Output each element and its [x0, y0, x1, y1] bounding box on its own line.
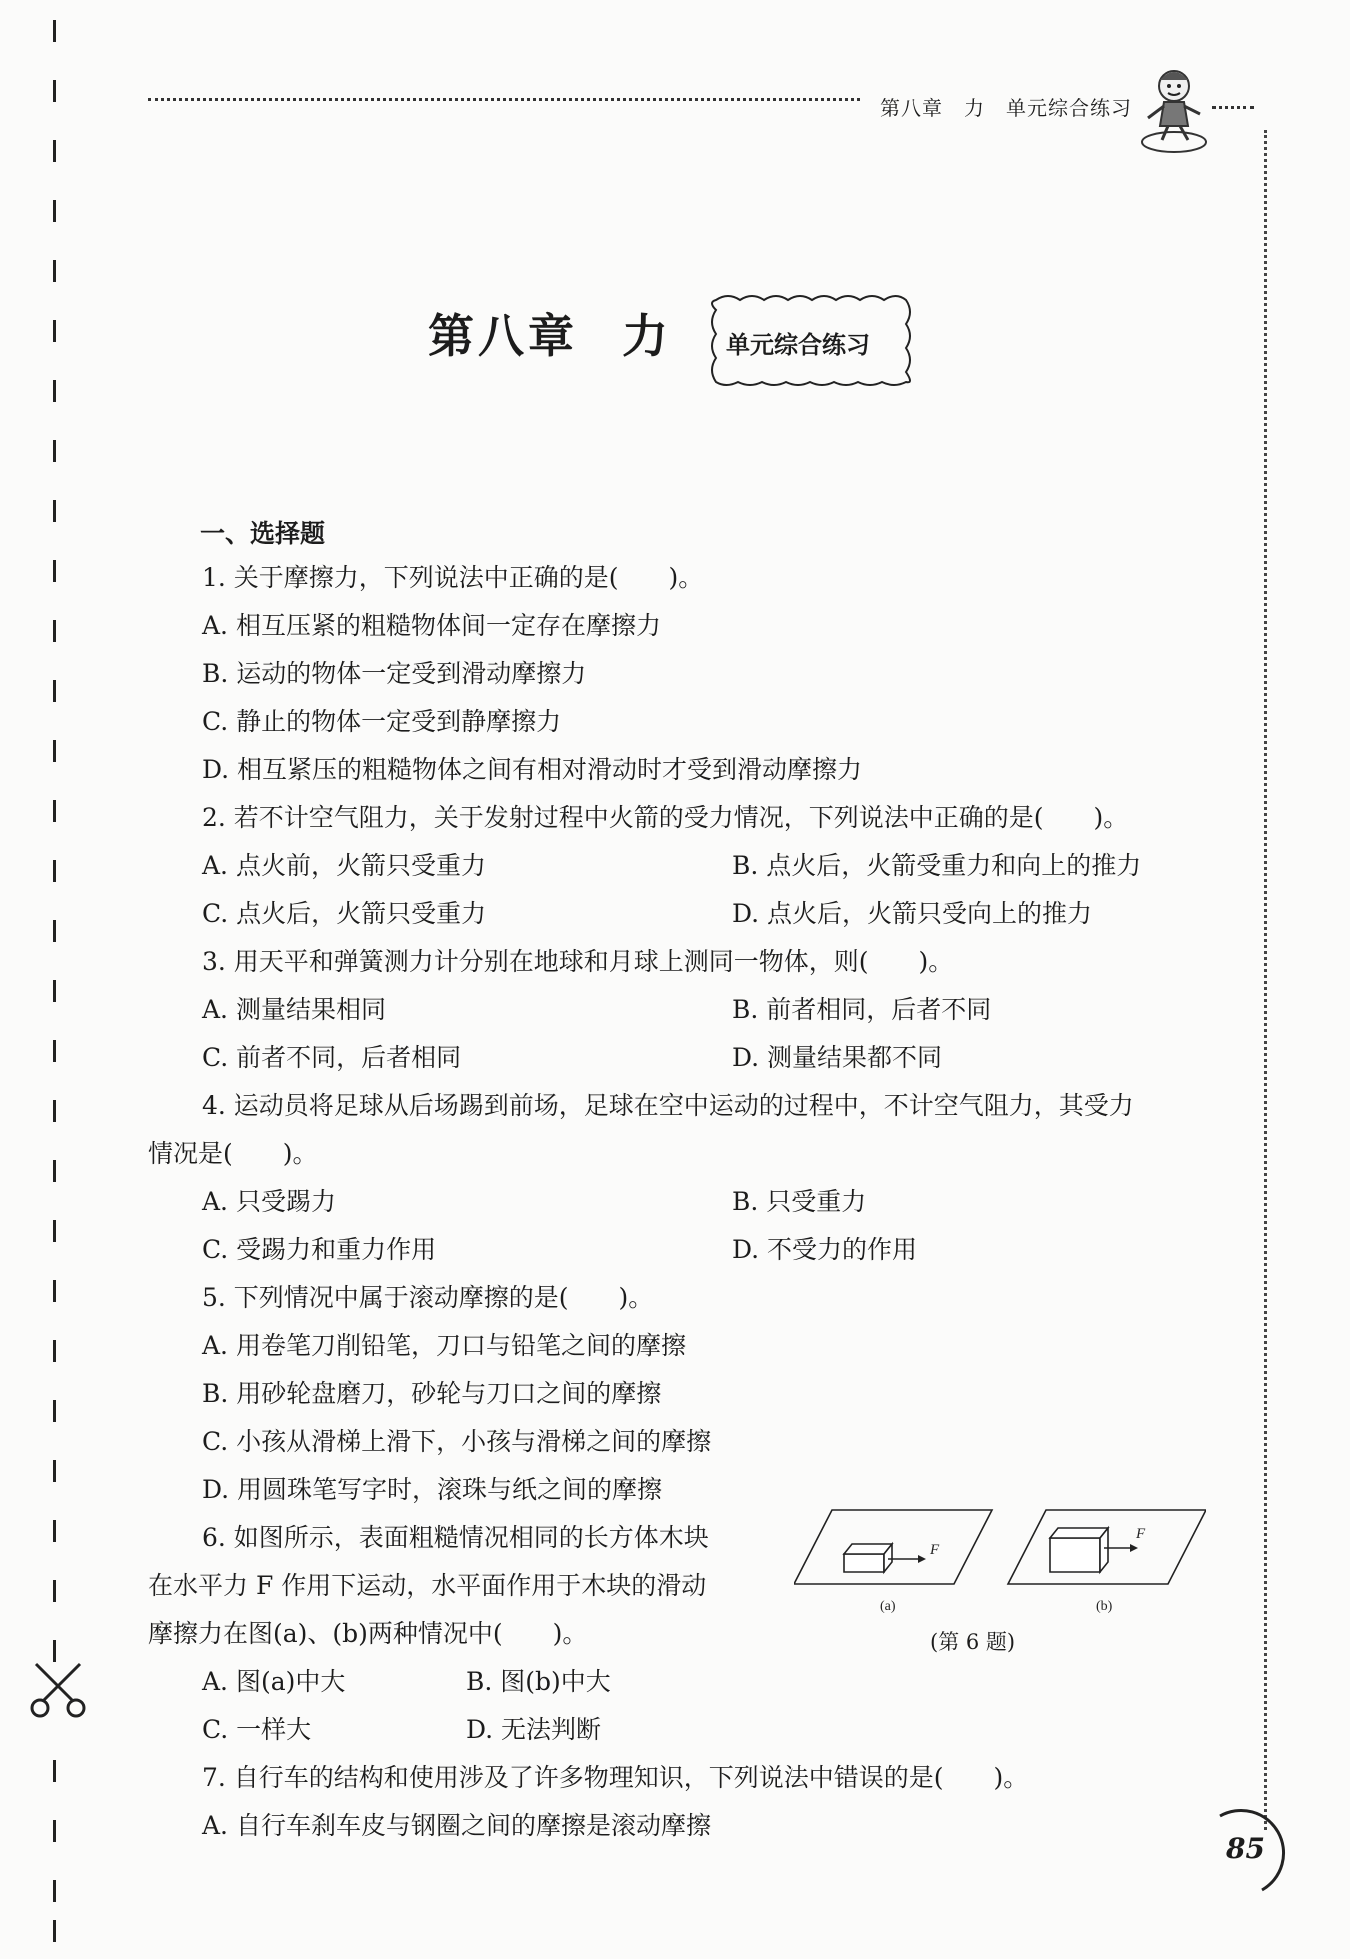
q2-option-d: D. 点火后，火箭只受向上的推力 [732, 899, 1093, 928]
q6-option-d: D. 无法判断 [466, 1715, 602, 1744]
q5-option-a: A. 用卷笔刀削铅笔，刀口与铅笔之间的摩擦 [202, 1331, 686, 1360]
question-2: 2. 若不计空气阻力，关于发射过程中火箭的受力情况，下列说法中正确的是( )。 [202, 803, 1129, 832]
q7-option-a: A. 自行车刹车皮与钢圈之间的摩擦是滚动摩擦 [202, 1811, 711, 1840]
q3-option-b: B. 前者相同，后者不同 [732, 995, 992, 1024]
q1-option-d: D. 相互紧压的粗糙物体之间有相对滑动时才受到滑动摩擦力 [202, 755, 863, 784]
chapter-title-name: 力 [622, 309, 672, 363]
q4-option-a: A. 只受踢力 [202, 1187, 336, 1216]
q1-option-b: B. 运动的物体一定受到滑动摩擦力 [202, 659, 587, 688]
q2-option-b: B. 点火后，火箭受重力和向上的推力 [732, 851, 1142, 880]
force-label-b: F [1136, 1526, 1146, 1542]
header-rule [148, 98, 860, 101]
q1-option-c: C. 静止的物体一定受到静摩擦力 [202, 707, 562, 736]
header-rule-right [1212, 106, 1254, 109]
question-6: 6. 如图所示，表面粗糙情况相同的长方体木块 [202, 1523, 709, 1552]
q4-option-d: D. 不受力的作用 [732, 1235, 918, 1264]
question-4: 4. 运动员将足球从后场踢到前场，足球在空中运动的过程中，不计空气阻力，其受力 [202, 1091, 1134, 1120]
q4-option-b: B. 只受重力 [732, 1187, 867, 1216]
panel-label-a: (a) [880, 1599, 896, 1614]
figure-caption: (第 6 题) [930, 1630, 1016, 1654]
question-6-cont-2: 摩擦力在图(a)、(b)两种情况中( )。 [148, 1619, 588, 1648]
force-label-a: F [930, 1542, 940, 1558]
q5-option-d: D. 用圆珠笔写字时，滚珠与纸之间的摩擦 [202, 1475, 663, 1504]
chapter-title [428, 300, 672, 366]
question-6-figure [794, 1508, 1206, 1618]
q4-option-c: C. 受踢力和重力作用 [202, 1235, 437, 1264]
plane-a [794, 1510, 992, 1584]
q5-option-b: B. 用砂轮盘磨刀，砂轮与刀口之间的摩擦 [202, 1379, 662, 1408]
q6-option-a: A. 图(a)中大 [202, 1667, 346, 1696]
q3-option-c: C. 前者不同，后者相同 [202, 1043, 462, 1072]
question-5: 5. 下列情况中属于滚动摩擦的是( )。 [202, 1283, 654, 1312]
q2-option-c: C. 点火后，火箭只受重力 [202, 899, 487, 928]
panel-label-b: (b) [1096, 1599, 1113, 1614]
section-heading: 一、选择题 [200, 519, 326, 548]
q3-option-a: A. 测量结果相同 [202, 995, 386, 1024]
question-3: 3. 用天平和弹簧测力计分别在地球和月球上测同一物体，则( )。 [202, 947, 954, 976]
question-4-cont: 情况是( )。 [148, 1139, 318, 1168]
block-b [1050, 1528, 1108, 1572]
q3-option-d: D. 测量结果都不同 [732, 1043, 943, 1072]
page-number: 85 [1226, 1832, 1265, 1865]
chapter-title-number: 第八章 [428, 309, 578, 363]
scissors-icon [28, 1660, 88, 1718]
mascot-icon [1138, 64, 1210, 154]
question-7: 7. 自行车的结构和使用涉及了许多物理知识，下列说法中错误的是( )。 [202, 1763, 1029, 1792]
block-a [844, 1544, 892, 1572]
q1-option-a: A. 相互压紧的粗糙物体间一定存在摩擦力 [202, 611, 661, 640]
q6-option-c: C. 一样大 [202, 1715, 312, 1744]
page-frame-right [1264, 130, 1267, 1830]
question-1: 1. 关于摩擦力，下列说法中正确的是( )。 [202, 563, 704, 592]
question-6-cont-1: 在水平力 F 作用下运动，水平面作用于木块的滑动 [148, 1571, 707, 1600]
q5-option-c: C. 小孩从滑梯上滑下，小孩与滑梯之间的摩擦 [202, 1427, 712, 1456]
q2-option-a: A. 点火前，火箭只受重力 [202, 851, 486, 880]
badge-label: 单元综合练习 [726, 331, 870, 359]
running-title: 第八章 力 单元综合练习 [880, 96, 1132, 120]
q6-option-b: B. 图(b)中大 [466, 1667, 611, 1696]
